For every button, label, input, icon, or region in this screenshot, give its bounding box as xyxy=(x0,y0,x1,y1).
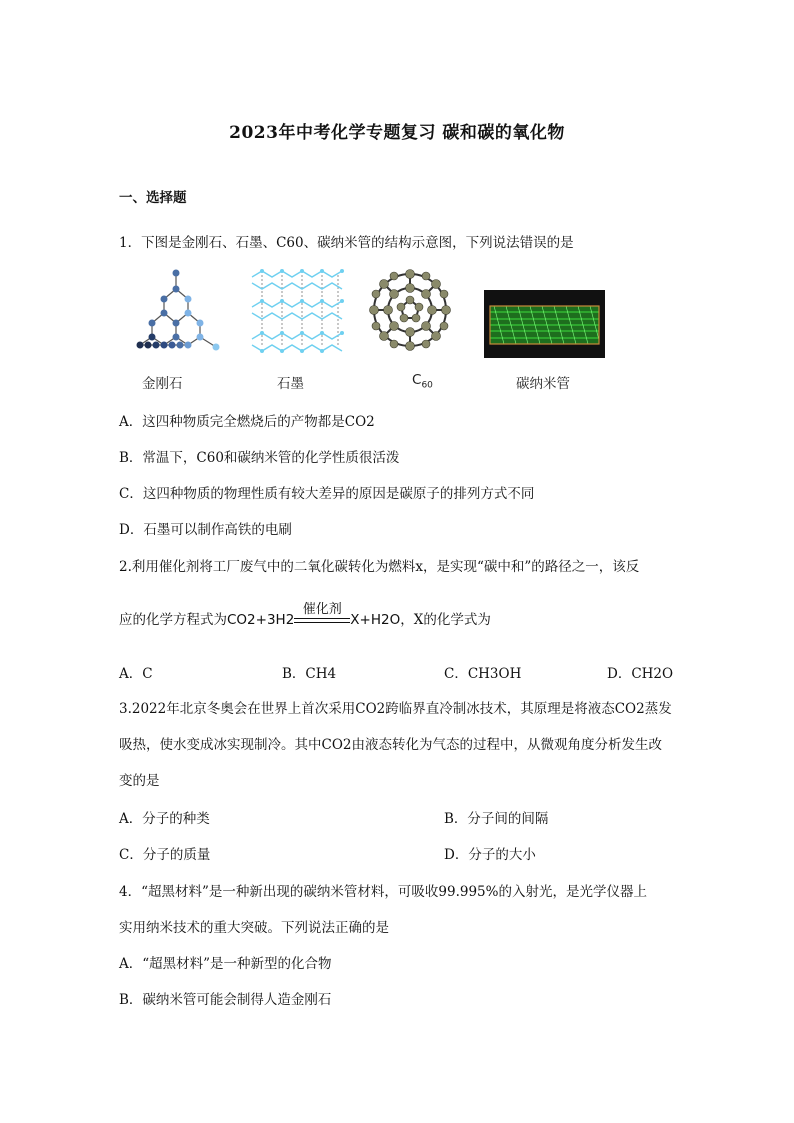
caption-diamond: 金刚石 xyxy=(142,376,183,392)
q4-line1: 4．“超黑材料”是一种新出现的碳纳米管材料，可吸收99.995%的入射光，是光学仪器上 xyxy=(119,884,647,900)
q4-option-a: A．“超黑材料”是一种新型的化合物 xyxy=(119,956,332,972)
q4-line2: 实用纳米技术的重大突破。下列说法正确的是 xyxy=(119,920,389,936)
q2-option-d: D．CH2O xyxy=(607,666,674,682)
nanotube-structure-image xyxy=(484,290,605,358)
q3-line1: 3.2022年北京冬奥会在世界上首次采用CO2跨临界直冷制冰技术，其原理是将液态CO2蒸发 xyxy=(119,701,672,717)
q1-option-d: D．石墨可以制作高铁的电刷 xyxy=(119,522,292,538)
q2-line2 xyxy=(119,602,491,628)
q1-option-a: A．这四种物质完全燃烧后的产物都是CO2 xyxy=(119,414,375,430)
section-heading: 一、选择题 xyxy=(119,190,187,206)
q3-option-a: A．分子的种类 xyxy=(119,811,210,827)
q4-option-b: B．碳纳米管可能会制得人造金刚石 xyxy=(119,992,332,1008)
q3-option-d: D．分子的大小 xyxy=(444,847,536,863)
q2-option-a: A．C xyxy=(119,666,153,682)
q2-equation-left: CO2+3H2 xyxy=(227,612,295,628)
caption-nanotube: 碳纳米管 xyxy=(516,376,570,392)
q3-line2: 吸热，使水变成冰实现制冷。其中CO2由液态转化为气态的过程中，从微观角度分析发生改 xyxy=(119,737,662,753)
c60-structure-image xyxy=(364,262,456,358)
q2-option-b: B．CH4 xyxy=(282,666,337,682)
q2-equation-right: X+H2O xyxy=(350,612,401,628)
diamond-structure-image xyxy=(130,267,222,357)
q2-line2-suffix: ，X的化学式为 xyxy=(400,612,491,628)
q2-option-c: C．CH3OH xyxy=(444,666,522,682)
q3-option-c: C．分子的质量 xyxy=(119,847,211,863)
page-title: 2023年中考化学专题复习 碳和碳的氧化物 xyxy=(229,123,565,143)
q1-figure-row xyxy=(120,262,610,392)
q2-equation-arrow xyxy=(294,602,350,625)
caption-c60: $C_{60}$ xyxy=(412,372,433,391)
q3-line3: 变的是 xyxy=(119,773,160,789)
q1-option-c: C．这四种物质的物理性质有较大差异的原因是碳原子的排列方式不同 xyxy=(119,486,535,502)
q1-option-b: B．常温下，C60和碳纳米管的化学性质很活泼 xyxy=(119,450,400,466)
q2-line1: 2.利用催化剂将工厂废气中的二氧化碳转化为燃料x，是实现“碳中和”的路径之一，该反 xyxy=(119,559,640,575)
graphite-structure-image xyxy=(248,265,348,355)
caption-graphite: 石墨 xyxy=(277,376,304,392)
q2-line2-prefix: 应的化学方程式为 xyxy=(119,612,227,628)
q3-option-b: B．分子间的间隔 xyxy=(444,811,549,827)
q1-stem: 1．下图是金刚石、石墨、C60、碳纳米管的结构示意图，下列说法错误的是 xyxy=(119,235,574,251)
q2-catalyst-label: 催化剂 xyxy=(302,602,342,617)
